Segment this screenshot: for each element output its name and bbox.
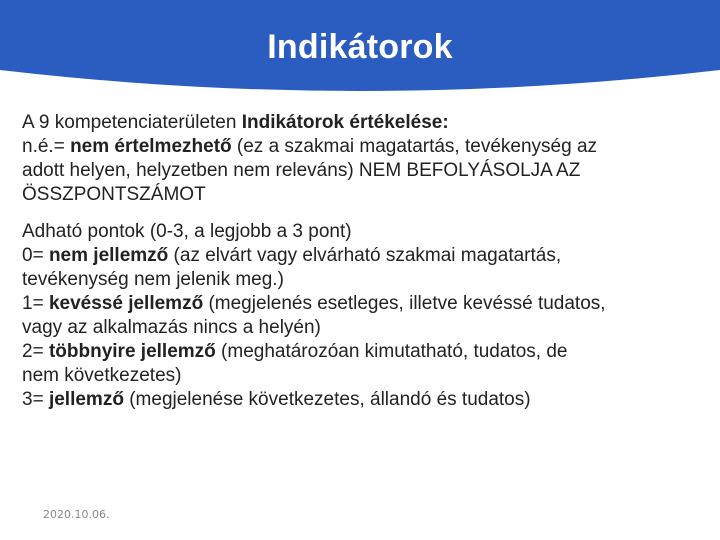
score-prefix: 1=: [22, 293, 49, 314]
score-description: (meghatározóan kimutatható, tudatos, de: [215, 341, 568, 362]
na-explanation: (ez a szakmai magatartás, tevékenység az: [231, 136, 598, 157]
intro-bold-text: Indikátorok értékelése:: [241, 112, 449, 133]
title-banner: [0, 0, 720, 102]
score-prefix: 2=: [22, 341, 49, 362]
scale-intro: Adható pontok (0-3, a legjobb a 3 pont): [22, 221, 352, 242]
scale-item-0-line-1: [22, 244, 707, 268]
score-description: (megjelenés esetleges, illetve kevéssé tudatos,: [203, 293, 606, 314]
scale-item-1-line-2: vagy az alkalmazás nincs a helyén): [22, 317, 321, 338]
scale-item-2-line-2: nem következetes): [22, 365, 182, 386]
slide-title: Indikátorok: [267, 28, 453, 66]
scale-item-2-line-1: [22, 340, 707, 364]
intro-paragraph: [22, 111, 707, 207]
intro-line-2: [22, 135, 707, 159]
scale-paragraph: [22, 220, 707, 412]
intro-line-1: [22, 111, 707, 135]
score-prefix: 0=: [22, 245, 49, 266]
intro-line-3: adott helyen, helyzetben nem releváns) NEM BEFOLYÁSOLJA AZ: [22, 160, 581, 181]
score-description: (megjelenése következetes, állandó és tudatos): [123, 389, 531, 410]
score-term: jellemző: [48, 389, 124, 410]
intro-line-4: ÖSSZPONTSZÁMOT: [22, 184, 206, 205]
score-prefix: 3=: [22, 389, 49, 410]
score-term: kevéssé jellemző: [48, 293, 204, 314]
scale-item-1-line-1: [22, 292, 707, 316]
slide-body: [22, 111, 707, 412]
na-bold-term: nem értelmezhető: [70, 136, 232, 157]
score-term: többnyire jellemző: [48, 341, 216, 362]
scale-item-3-line-1: [22, 388, 707, 412]
slide-date: 2020.10.06.: [43, 508, 110, 521]
score-description: (az elvárt vagy elvárható szakmai magatartás,: [168, 245, 562, 266]
na-prefix: n.é.=: [22, 136, 71, 157]
scale-item-0-line-2: tevékenység nem jelenik meg.): [22, 269, 284, 290]
score-term: nem jellemző: [48, 245, 169, 266]
intro-text: A 9 kompetenciaterületen: [22, 112, 242, 133]
